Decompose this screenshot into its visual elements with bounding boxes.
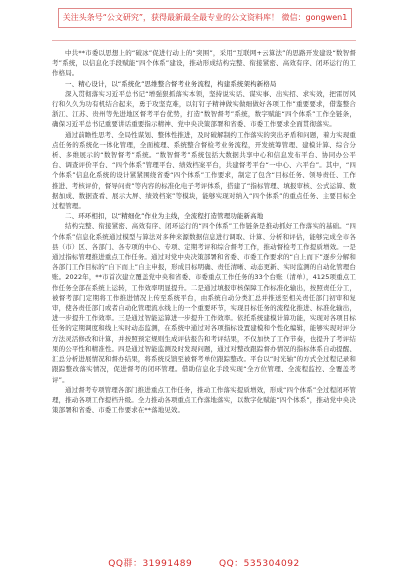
qq-number: QQ：535304092	[219, 559, 300, 569]
paragraph-2: 通过前瞻性思考、全局性谋划、整体性推进，及时破解制约工作落实的突出矛盾和问题，着力实现重点任务的系统化一体化管理，全面梳理、系统整合督检考业务流程，开发统筹管理、建模计算、综合分析、多维展示的“数智督考”系统。“数智督考”系统包括大数据共享中心和信息发布平台、协同办公平台、调查评价平台、“四个体系”管理平台、绩效档案平台，共建督考平台“一中心、六平台”。其中，“四个体系”信息化系统的设计紧紧围绕省委“四个体系”工作要求，制定了包含“目标任务、领导责任、工作推进、考核评价，督导问责”等内容的标准化电子考评体系，搭建了“指标管理、填报审核、公式运算、数据加成、数据查看、展示大屏、绩效档案”等模块，能够实现对纳入“四个体系”的重点任务、主要目标全过程管理。	[52, 130, 356, 211]
paragraph-3: 结构完整、衔接紧密、高效有序、闭环运行的“四个体系”工作链条是推动抓好工作落实的基础。“四个体系”信息化系统通过模型与算法对多种来源数据信息进行调取、计算、分析和评估，能够完成全市各县（市）区、各部门、各专项的中心、专项、定期考评和综合督考工作，推动督检考工作提质增效。一是通过指标管理推进重点工作任务。通过对党中央决策部署和省委、市委工作要求的“自上而下”逐步分解和各部门工作目标的“自下而上”自主申报，形成目标明确、责任清晰、动态更新、实时监测的自动化管理台账。2022年，**市首次建立覆盖党中央和省委、市委重点工作任务的33个台账（清单），4125项重点工作任务全部在系统上运转，工作效率明显提升。二是通过填报审核保障工作标准化输出，按照责任分工，被督考部门定期将工作推进情况上传至系统平台，由系统自动分类汇总并推送至相关责任部门初审和复审，使各责任部门或者自动化管理流水线上的一个重要环节，实现目标任务的流程化推进、标准化输出，进一步提升工作效率。三是通过智能运算进一步提升工作效率。依托系统建模计算功能，实现对各项目标任务的定期调度和线上实时动态监测，在系统中通过对各项指标设置建模和个性化编辑，能够实现对评分方法灵活修改和计算，并按照预定规则生成评估报告和考评结果，不仅加快了工作节奏，也提升了考评结果的公平性和精准性。四是通过智能监测及时发现问题，通过对整改跟踪督办情况的指标体系自动提醒、汇总分析进展情况和督办结果，将系统反馈至被督考单位跟踪整改。平台以“时光轴”的方式全过程记录和跟踪整改落实情况，促进督考的闭环管理。借助信息化手段实现“全方位管理、全流程监控、全覆盖考评”。	[52, 222, 356, 384]
section-heading-2: 二、环环相扣，以“精细化”作业为主线，全流程打造管理功能新高地	[65, 212, 264, 221]
header-divider	[52, 40, 356, 41]
paragraph-4: 通过督考专项管理各部门推进重点工作任务，推动工作落实提质增效，形成“四个体系”全过程闭环管理，推动各项工作提档升级。全力推动各项重点工作落地落实，以数字化赋能“四个体系”，推动党中央决策部署和省委、市委工作要求在**落地见效。	[52, 385, 356, 415]
paragraph-1: 深入贯彻落实习近平总书记“增强狠抓落实本领，坚持说实话、谋实事、出实招、求实效，把雷厉风行和久久为功有机结合起来，勇于攻坚克难，以钉钉子精神做实做细做好各项工作”重要要求，借鉴整合浙江、江苏、贵州等先进地区督考平台优势，打造“数智督考”系统，数字赋能“四个体系”工作全链条，确保习近平总书记重要讲话重要指示精神、党中央决策部署和省委、市委工作要求全面贯彻落实。	[52, 89, 356, 129]
section-heading-1: 一、精心设计，以“系统化”思维整合督考业务流程，构建系统架构新格局	[65, 79, 277, 88]
qq-group: QQ群：31991489	[108, 559, 193, 569]
promo-banner: 关注头条号“公文研究”，获得最新最全最专业的公文资料库！ 微信：gongwen1	[58, 8, 352, 28]
paragraph-intro: 中共**市委以思想上的“破冰”促进行动上的“突围”，采用“互联网+云算法”的思路开发建设“数智督考”系统，以信息化手段赋能“四个体系”建设，推动形成结构完整、衔接紧密、高效有序、闭环运行的工作格局。	[52, 49, 356, 78]
document-body	[52, 48, 356, 548]
contact-footer	[0, 556, 408, 569]
